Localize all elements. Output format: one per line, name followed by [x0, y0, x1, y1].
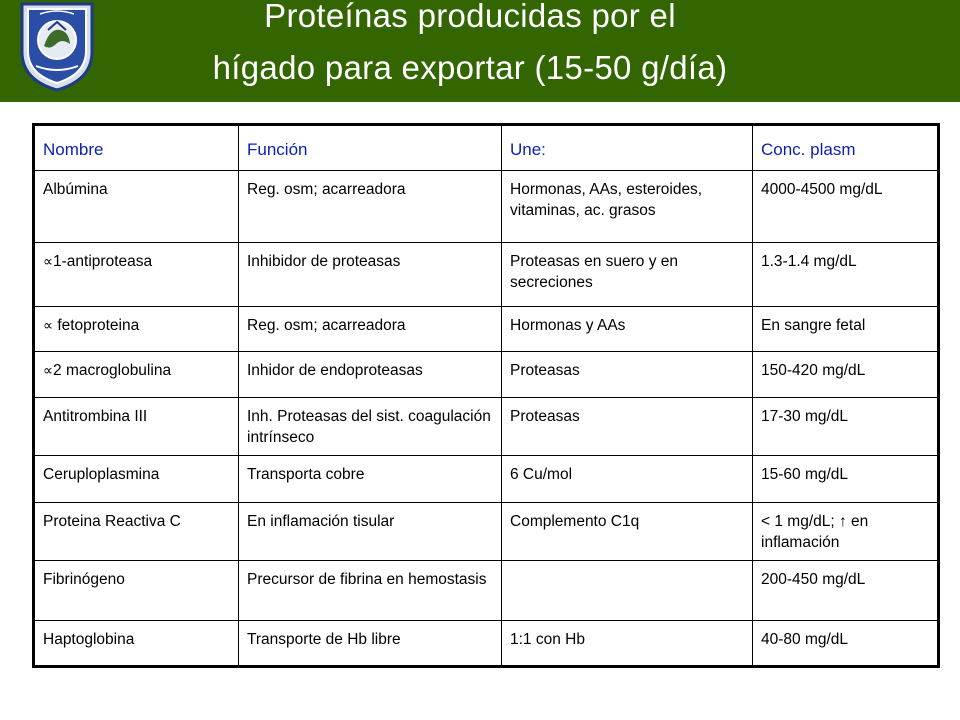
table-row — [34, 561, 939, 621]
protein-table-body — [34, 125, 939, 667]
cell-conc: < 1 mg/dL; ↑ en inflamación — [753, 503, 939, 561]
cell-nombre-text: Antitrombina III — [43, 408, 148, 425]
cell-une: Proteasas en suero y en secreciones — [502, 243, 753, 307]
table-row — [34, 503, 939, 561]
cell-une: 1:1 con Hb — [502, 621, 753, 667]
header-nombre: Nombre — [34, 125, 239, 171]
page-title — [110, 0, 830, 94]
cell-nombre-text: Proteina Reactiva C — [43, 513, 181, 530]
cell-une: Hormonas y AAs — [502, 307, 753, 352]
table-row — [34, 307, 939, 352]
cell-nombre-text: Fibrinógeno — [43, 571, 125, 588]
title-banner — [0, 0, 960, 102]
cell-nombre — [34, 352, 239, 398]
table-row — [34, 243, 939, 307]
table-row — [34, 171, 939, 243]
cell-nombre — [34, 503, 239, 561]
cell-nombre-text: fetoproteina — [53, 317, 140, 334]
cell-nombre — [34, 561, 239, 621]
cell-nombre — [34, 398, 239, 456]
cell-nombre-text: Ceruploplasmina — [43, 466, 160, 483]
cell-funcion: Transporte de Hb libre — [239, 621, 502, 667]
cell-funcion: Inhibidor de proteasas — [239, 243, 502, 307]
cell-nombre-text: Albúmina — [43, 181, 108, 198]
alpha-symbol: ∝ — [43, 254, 54, 270]
protein-table — [32, 123, 940, 668]
cell-une: Proteasas — [502, 352, 753, 398]
cell-une: Proteasas — [502, 398, 753, 456]
table-row — [34, 456, 939, 503]
table-row — [34, 621, 939, 667]
cell-une: Complemento C1q — [502, 503, 753, 561]
cell-conc: En sangre fetal — [753, 307, 939, 352]
cell-conc: 150-420 mg/dL — [753, 352, 939, 398]
title-line-2: hígado para exportar (15-50 g/día) — [212, 49, 728, 86]
table-header-row — [34, 125, 939, 171]
cell-conc: 15-60 mg/dL — [753, 456, 939, 503]
header-funcion: Función — [239, 125, 502, 171]
cell-nombre-text: Haptoglobina — [43, 631, 135, 648]
cell-une: 6 Cu/mol — [502, 456, 753, 503]
cell-nombre — [34, 171, 239, 243]
cell-une: Hormonas, AAs, esteroides, vitaminas, ac. grasos — [502, 171, 753, 243]
cell-nombre — [34, 243, 239, 307]
cell-conc: 40-80 mg/dL — [753, 621, 939, 667]
cell-funcion: Inh. Proteasas del sist. coagulación intrínseco — [239, 398, 502, 456]
cell-conc: 4000-4500 mg/dL — [753, 171, 939, 243]
cell-funcion: Precursor de fibrina en hemostasis — [239, 561, 502, 621]
header-une: Une: — [502, 125, 753, 171]
alpha-symbol: ∝ — [43, 318, 54, 334]
cell-funcion: Transporta cobre — [239, 456, 502, 503]
cell-nombre — [34, 621, 239, 667]
title-line-1: Proteínas producidas por el — [264, 0, 676, 34]
cell-nombre — [34, 307, 239, 352]
cell-conc: 17-30 mg/dL — [753, 398, 939, 456]
cell-conc: 1.3-1.4 mg/dL — [753, 243, 939, 307]
table-row — [34, 398, 939, 456]
alpha-symbol: ∝ — [43, 363, 54, 379]
cell-une — [502, 561, 753, 621]
table-row — [34, 352, 939, 398]
cell-funcion: Inhidor de endoproteasas — [239, 352, 502, 398]
cell-nombre-text: 1-antiproteasa — [53, 253, 153, 270]
university-seal-icon — [14, 0, 100, 92]
cell-conc: 200-450 mg/dL — [753, 561, 939, 621]
cell-nombre-text: 2 macroglobulina — [53, 362, 172, 379]
cell-nombre — [34, 456, 239, 503]
header-conc: Conc. plasm — [753, 125, 939, 171]
cell-funcion: Reg. osm; acarreadora — [239, 307, 502, 352]
cell-funcion: Reg. osm; acarreadora — [239, 171, 502, 243]
cell-funcion: En inflamación tisular — [239, 503, 502, 561]
